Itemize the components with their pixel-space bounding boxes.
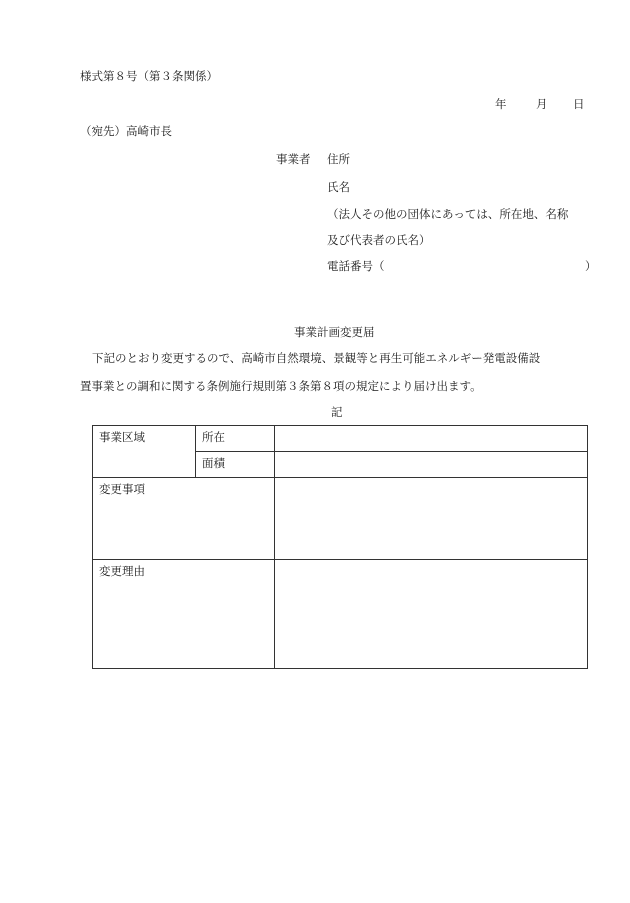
- body-line-1: 下記のとおり変更するので、高崎市自然環境、景観等と再生可能エネルギー発電設備設: [92, 351, 541, 365]
- phone-close-paren: ）: [585, 259, 597, 273]
- date-year: 年: [495, 97, 507, 111]
- location-label: 所在: [196, 426, 275, 452]
- location-field[interactable]: [275, 426, 588, 452]
- address-label: 住所: [327, 152, 350, 166]
- form-number: 様式第８号（第３条関係）: [80, 69, 218, 83]
- date-day: 日: [573, 97, 585, 111]
- form-table: [92, 425, 588, 669]
- area-label: 面積: [196, 452, 275, 478]
- change-items-field[interactable]: [275, 478, 588, 560]
- change-reason-field[interactable]: [275, 560, 588, 669]
- change-items-label: 変更事項: [93, 478, 275, 560]
- document-title: 事業計画変更届: [294, 325, 375, 339]
- corporate-note-line2: 及び代表者の氏名）: [327, 233, 431, 247]
- corporate-note-line1: （法人その他の団体にあっては、所在地、名称: [327, 207, 569, 221]
- change-reason-label: 変更理由: [93, 560, 275, 669]
- name-label: 氏名: [327, 180, 350, 194]
- project-area-label: 事業区域: [93, 426, 196, 478]
- applicant-label: 事業者: [276, 152, 311, 166]
- ki-heading: 記: [331, 405, 343, 419]
- addressee: （宛先）高崎市長: [80, 124, 172, 138]
- date-month: 月: [536, 97, 548, 111]
- phone-label: 電話番号（: [327, 259, 385, 273]
- area-field[interactable]: [275, 452, 588, 478]
- body-line-2: 置事業との調和に関する条例施行規則第３条第８項の規定により届け出ます。: [80, 379, 482, 393]
